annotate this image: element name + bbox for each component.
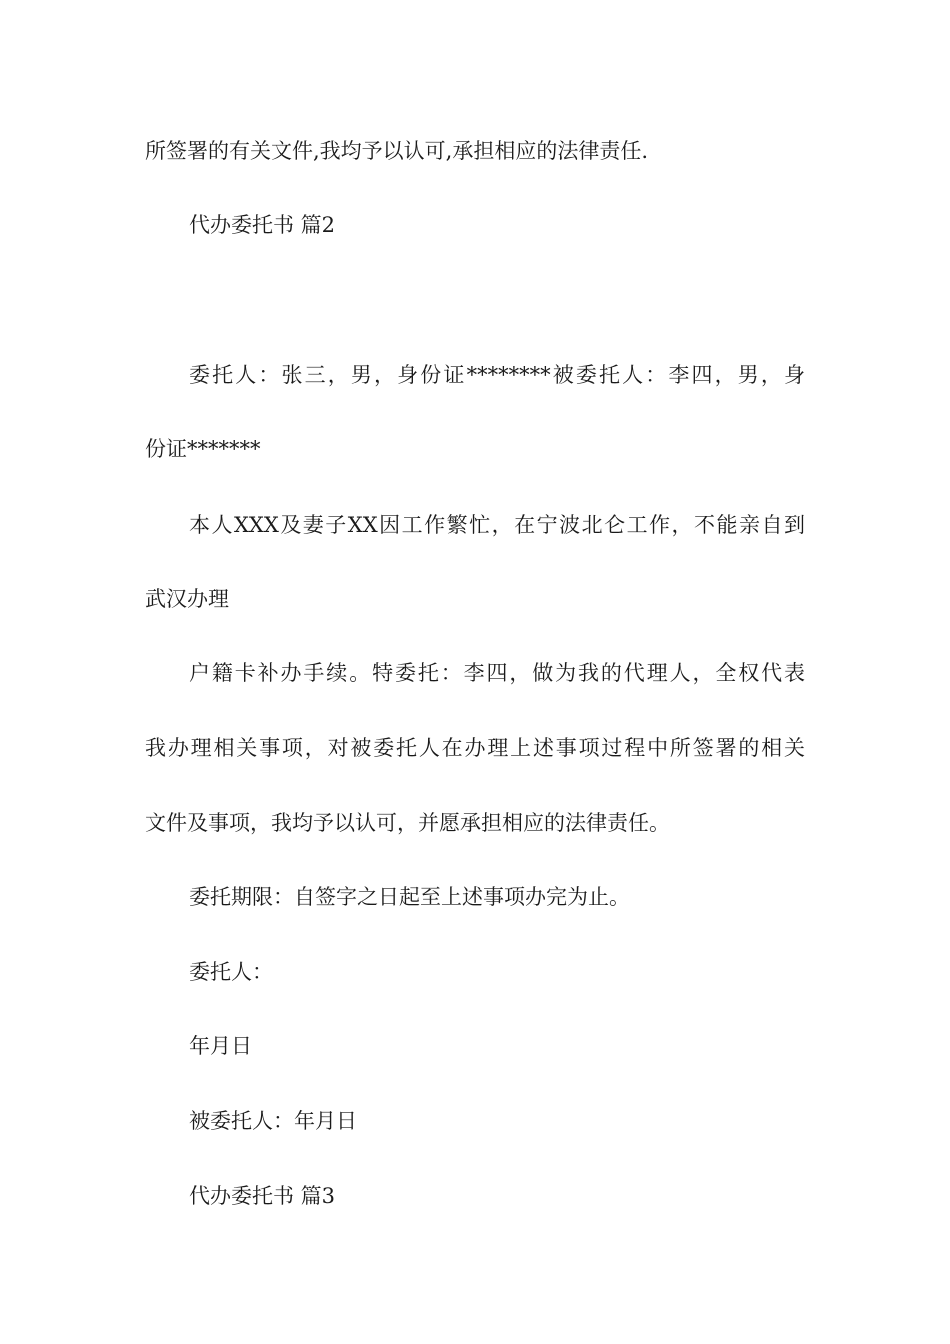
section-heading-3: 代办委托书 篇3 [189,1184,336,1208]
section-heading-2: 代办委托书 篇2 [189,213,336,237]
text-line-principal: 委托人：张三，男，身份证********被委托人：李四，男，身 [189,363,805,387]
text-line-1: 所签署的有关文件,我均予以认可,承担相应的法律责任. [145,139,649,163]
text-line-entrust: 户籍卡补办手续。特委托：李四，做为我的代理人，全权代表 [189,661,805,685]
text-line-entrust-cont-1: 我办理相关事项，对被委托人在办理上述事项过程中所签署的相关 [145,736,805,760]
text-line-date: 年月日 [189,1034,252,1058]
text-line-agent-sign: 被委托人：年月日 [189,1109,357,1133]
text-line-statement-cont: 武汉办理 [145,587,229,611]
text-line-entrust-cont-2: 文件及事项，我均予以认可，并愿承担相应的法律责任。 [145,811,670,835]
text-line-term: 委托期限：自签字之日起至上述事项办完为止。 [189,885,630,909]
text-line-principal-sign: 委托人： [189,960,273,984]
text-line-statement: 本人XXX及妻子XX因工作繁忙，在宁波北仑工作，不能亲自到 [189,513,805,537]
text-line-principal-cont: 份证******* [145,437,261,461]
